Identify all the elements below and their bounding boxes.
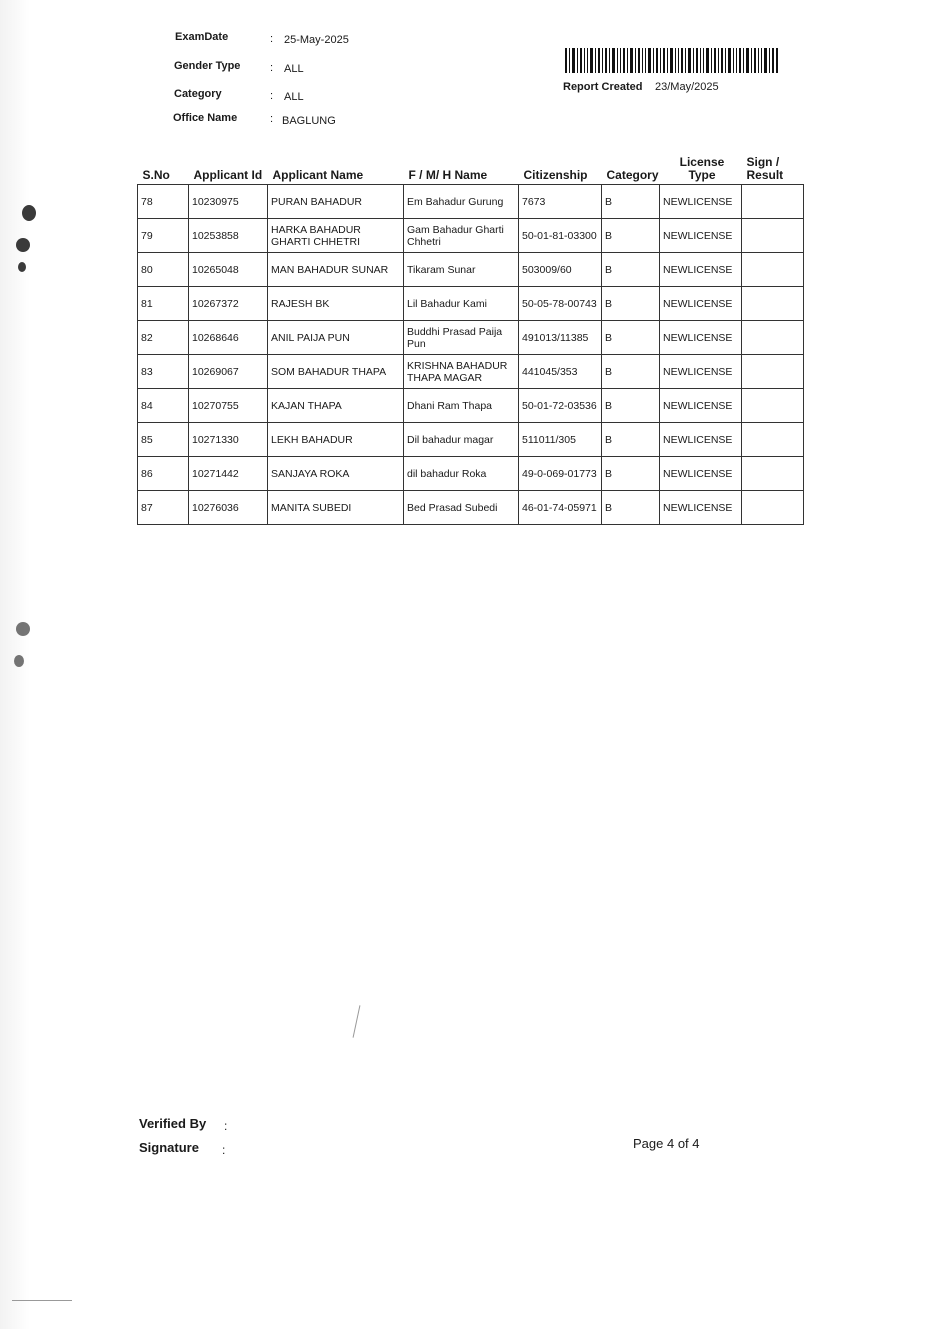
cell-applicant-name: PURAN BAHADUR: [268, 185, 404, 219]
cell-applicant-name: HARKA BAHADUR GHARTI CHHETRI: [268, 219, 404, 253]
cell-applicant-id: 10268646: [189, 321, 268, 355]
table-row: [138, 457, 804, 491]
scan-spot: [22, 205, 36, 221]
cell-citizenship: 511011/305: [519, 423, 602, 457]
cell-fmh-name: Dil bahadur magar: [404, 423, 519, 457]
table-row: [138, 491, 804, 525]
table-row: [138, 253, 804, 287]
cell-sign-result: [742, 287, 804, 321]
signature-colon: :: [222, 1143, 226, 1157]
cell-citizenship: 49-0-069-01773: [519, 457, 602, 491]
cell-license-type: NEWLICENSE: [660, 457, 742, 491]
table-header-row: [138, 150, 804, 185]
table-row: [138, 185, 804, 219]
cell-category: B: [602, 389, 660, 423]
category-colon: :: [270, 90, 274, 102]
cell-applicant-id: 10253858: [189, 219, 268, 253]
table-row: [138, 355, 804, 389]
cell-applicant-id: 10271442: [189, 457, 268, 491]
column-header-citizenship: Citizenship: [523, 168, 588, 182]
cell-sno: 87: [138, 491, 189, 525]
column-header-fmh-name: F / M/ H Name: [408, 168, 488, 182]
scan-spot: [18, 262, 26, 272]
cell-applicant-name: SANJAYA ROKA: [268, 457, 404, 491]
cell-sno: 82: [138, 321, 189, 355]
barcode-image: [565, 48, 778, 73]
cell-sign-result: [742, 321, 804, 355]
cell-sign-result: [742, 389, 804, 423]
cell-license-type: NEWLICENSE: [660, 423, 742, 457]
report-created-label: Report Created: [563, 81, 643, 93]
cell-sign-result: [742, 185, 804, 219]
gender-type-label: Gender Type: [174, 60, 241, 72]
cell-fmh-name: Em Bahadur Gurung: [404, 185, 519, 219]
cell-citizenship: 50-01-81-03300: [519, 219, 602, 253]
office-name-label: Office Name: [173, 112, 238, 124]
cell-sign-result: [742, 355, 804, 389]
cell-applicant-name: RAJESH BK: [268, 287, 404, 321]
cell-fmh-name: Bed Prasad Subedi: [404, 491, 519, 525]
table-row: [138, 219, 804, 253]
office-name-value: BAGLUNG: [282, 115, 336, 127]
verified-by-label: Verified By: [139, 1116, 207, 1131]
column-header-applicant-name: Applicant Name: [272, 168, 364, 182]
cell-sno: 85: [138, 423, 189, 457]
cell-citizenship: 50-01-72-03536: [519, 389, 602, 423]
column-header-license-type: License Type: [679, 155, 725, 182]
cell-sign-result: [742, 253, 804, 287]
category-value: ALL: [284, 91, 304, 103]
table-row: [138, 321, 804, 355]
cell-sign-result: [742, 491, 804, 525]
cell-category: B: [602, 457, 660, 491]
cell-license-type: NEWLICENSE: [660, 185, 742, 219]
column-header-applicant-id: Applicant Id: [193, 168, 263, 182]
column-header-sno: S.No: [142, 168, 170, 182]
cell-applicant-name: KAJAN THAPA: [268, 389, 404, 423]
cell-sign-result: [742, 423, 804, 457]
cell-fmh-name: Tikaram Sunar: [404, 253, 519, 287]
scan-spot: [16, 622, 30, 636]
cell-fmh-name: Buddhi Prasad Paija Pun: [404, 321, 519, 355]
cell-applicant-id: 10270755: [189, 389, 268, 423]
gender-type-value: ALL: [284, 63, 304, 75]
cell-fmh-name: Gam Bahadur Gharti Chhetri: [404, 219, 519, 253]
cell-citizenship: 441045/353: [519, 355, 602, 389]
cell-category: B: [602, 287, 660, 321]
cell-applicant-name: LEKH BAHADUR: [268, 423, 404, 457]
cell-license-type: NEWLICENSE: [660, 389, 742, 423]
signature-label: Signature: [139, 1140, 199, 1155]
scan-spot: [14, 655, 24, 667]
cell-category: B: [602, 219, 660, 253]
cell-citizenship: 50-05-78-00743: [519, 287, 602, 321]
cell-applicant-name: SOM BAHADUR THAPA: [268, 355, 404, 389]
cell-category: B: [602, 253, 660, 287]
cell-license-type: NEWLICENSE: [660, 287, 742, 321]
cell-license-type: NEWLICENSE: [660, 321, 742, 355]
column-header-category: Category: [606, 168, 659, 182]
cell-license-type: NEWLICENSE: [660, 219, 742, 253]
cell-sno: 86: [138, 457, 189, 491]
exam-date-value: 25-May-2025: [284, 34, 349, 46]
applicant-table-container: [137, 150, 807, 525]
verified-by-colon: :: [224, 1119, 228, 1133]
cell-category: B: [602, 185, 660, 219]
table-row: [138, 389, 804, 423]
cell-applicant-name: ANIL PAIJA PUN: [268, 321, 404, 355]
cell-fmh-name: Lil Bahadur Kami: [404, 287, 519, 321]
cell-applicant-id: 10271330: [189, 423, 268, 457]
scan-spot: [16, 238, 30, 252]
cell-applicant-id: 10265048: [189, 253, 268, 287]
table-row: [138, 423, 804, 457]
table-body: [138, 185, 804, 525]
scan-stray-mark: [353, 1005, 361, 1037]
cell-fmh-name: dil bahadur Roka: [404, 457, 519, 491]
cell-category: B: [602, 355, 660, 389]
table-row: [138, 287, 804, 321]
scan-bottom-line: [12, 1300, 72, 1301]
cell-fmh-name: Dhani Ram Thapa: [404, 389, 519, 423]
cell-citizenship: 503009/60: [519, 253, 602, 287]
cell-applicant-id: 10269067: [189, 355, 268, 389]
cell-sno: 84: [138, 389, 189, 423]
office-name-colon: :: [270, 113, 274, 125]
cell-sign-result: [742, 457, 804, 491]
report-created-value: 23/May/2025: [655, 81, 719, 93]
cell-sign-result: [742, 219, 804, 253]
gender-type-colon: :: [270, 62, 274, 74]
cell-license-type: NEWLICENSE: [660, 253, 742, 287]
cell-sno: 80: [138, 253, 189, 287]
cell-applicant-id: 10230975: [189, 185, 268, 219]
cell-applicant-id: 10267372: [189, 287, 268, 321]
cell-citizenship: 46-01-74-05971: [519, 491, 602, 525]
cell-sno: 79: [138, 219, 189, 253]
cell-sno: 81: [138, 287, 189, 321]
cell-category: B: [602, 423, 660, 457]
exam-date-label: ExamDate: [175, 31, 229, 43]
cell-category: B: [602, 491, 660, 525]
category-label: Category: [174, 88, 222, 100]
exam-date-colon: :: [270, 33, 274, 45]
cell-applicant-name: MANITA SUBEDI: [268, 491, 404, 525]
column-header-sign-result: Sign / Result: [746, 155, 784, 182]
cell-sno: 78: [138, 185, 189, 219]
cell-citizenship: 7673: [519, 185, 602, 219]
cell-category: B: [602, 321, 660, 355]
cell-applicant-id: 10276036: [189, 491, 268, 525]
cell-applicant-name: MAN BAHADUR SUNAR: [268, 253, 404, 287]
cell-license-type: NEWLICENSE: [660, 491, 742, 525]
cell-sno: 83: [138, 355, 189, 389]
cell-license-type: NEWLICENSE: [660, 355, 742, 389]
applicant-table: [137, 150, 804, 525]
cell-fmh-name: KRISHNA BAHADUR THAPA MAGAR: [404, 355, 519, 389]
page-number: Page 4 of 4: [633, 1136, 700, 1151]
cell-citizenship: 491013/11385: [519, 321, 602, 355]
